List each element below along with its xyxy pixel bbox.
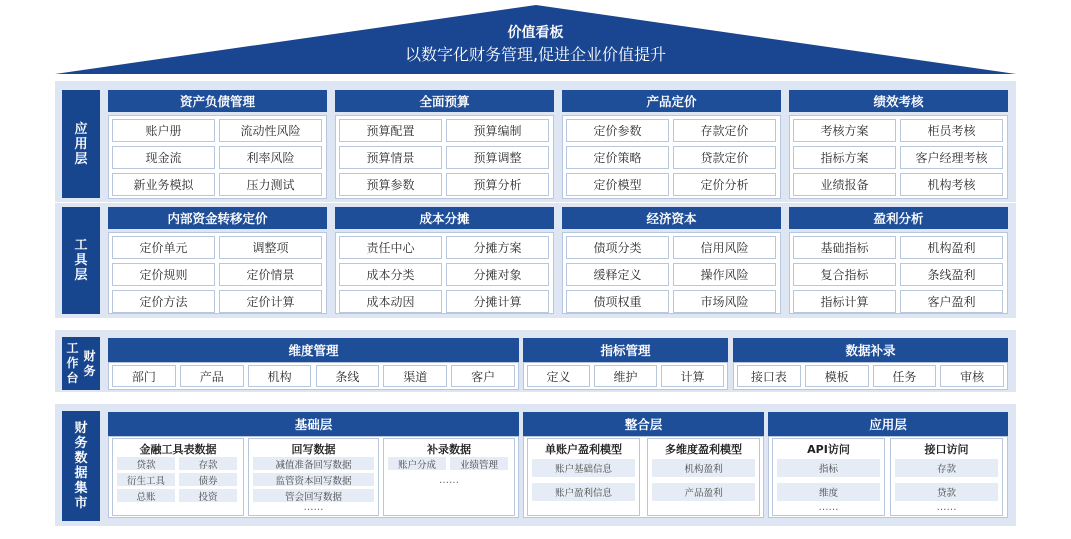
tool-item: 分摊计算 [446, 290, 549, 313]
mart-base-title: 基础层 [108, 412, 519, 436]
tool-layer-label: 工具层 [62, 207, 100, 314]
app-item: 柜员考核 [900, 119, 1003, 142]
mart-chip: 监管资本回写数据 [253, 473, 374, 486]
app-module-title: 资产负债管理 [108, 90, 327, 112]
app-item: 利率风险 [219, 146, 322, 169]
tool-item: 指标计算 [793, 290, 896, 313]
app-item: 预算参数 [339, 173, 442, 196]
tool-item: 复合指标 [793, 263, 896, 286]
mart-more: …… [303, 502, 324, 513]
mart-chip: 账户基础信息 [532, 459, 635, 477]
app-item: 流动性风险 [219, 119, 322, 142]
app-item: 预算调整 [446, 146, 549, 169]
mart-integration-title: 整合层 [523, 412, 764, 436]
workbench-item: 客户 [451, 365, 515, 387]
tool-item: 定价单元 [112, 236, 215, 259]
mart-chip: 存款 [895, 459, 998, 477]
mart-chip: 债券 [179, 473, 237, 486]
tool-item: 分摊方案 [446, 236, 549, 259]
workbench-item: 模板 [805, 365, 869, 387]
tool-item: 信用风险 [673, 236, 776, 259]
app-item: 贷款定价 [673, 146, 776, 169]
mart-more: …… [936, 502, 957, 513]
app-item: 机构考核 [900, 173, 1003, 196]
tool-item: 债项分类 [566, 236, 669, 259]
mart-chip: 存款 [179, 457, 237, 470]
tool-item: 成本分类 [339, 263, 442, 286]
app-item: 客户经理考核 [900, 146, 1003, 169]
mart-chip: 账户盈利信息 [532, 483, 635, 501]
mart-chip: 产品盈利 [652, 483, 755, 501]
mart-chip: 总账 [117, 489, 175, 502]
workbench-group-title: 数据补录 [733, 338, 1008, 362]
tool-module-title: 经济资本 [562, 207, 781, 229]
tool-item: 责任中心 [339, 236, 442, 259]
tool-item: 定价计算 [219, 290, 322, 313]
tool-item: 操作风险 [673, 263, 776, 286]
roof-subtitle: 以数字化财务管理,促进企业价值提升 [404, 45, 667, 64]
app-module-title: 产品定价 [562, 90, 781, 112]
workbench-group-title: 维度管理 [108, 338, 519, 362]
app-item: 存款定价 [673, 119, 776, 142]
mart-application-title: 应用层 [768, 412, 1008, 436]
tool-item: 机构盈利 [900, 236, 1003, 259]
tool-module-title: 内部资金转移定价 [108, 207, 327, 229]
app-item: 定价参数 [566, 119, 669, 142]
app-item: 指标方案 [793, 146, 896, 169]
mart-chip: 指标 [777, 459, 880, 477]
workbench-item: 机构 [248, 365, 312, 387]
mart-chip: 投资 [179, 489, 237, 502]
mart-chip: 衍生工具 [117, 473, 175, 486]
app-item: 定价模型 [566, 173, 669, 196]
tool-item: 客户盈利 [900, 290, 1003, 313]
mart-chip: 账户分成 [388, 457, 446, 470]
app-item: 现金流 [112, 146, 215, 169]
app-item: 预算分析 [446, 173, 549, 196]
app-item: 定价分析 [673, 173, 776, 196]
app-module-title: 全面预算 [335, 90, 554, 112]
tool-item: 市场风险 [673, 290, 776, 313]
tool-module-title: 盈利分析 [789, 207, 1008, 229]
mart-label: 财务数据集市 [62, 411, 100, 521]
app-item: 新业务模拟 [112, 173, 215, 196]
mart-sub-title: 回写数据 [291, 443, 336, 456]
mart-chip: 贷款 [895, 483, 998, 501]
app-item: 考核方案 [793, 119, 896, 142]
workbench-item: 计算 [661, 365, 724, 387]
mart-sub-title: 接口访问 [924, 443, 969, 456]
app-layer-label: 应用层 [62, 90, 100, 198]
workbench-item: 条线 [316, 365, 380, 387]
app-item: 压力测试 [219, 173, 322, 196]
mart-chip: 减值准备回写数据 [253, 457, 374, 470]
workbench-item: 渠道 [383, 365, 447, 387]
app-item: 账户册 [112, 119, 215, 142]
tool-item: 成本动因 [339, 290, 442, 313]
workbench-item: 审核 [940, 365, 1004, 387]
app-item: 预算编制 [446, 119, 549, 142]
tool-item: 分摊对象 [446, 263, 549, 286]
roof-title: 价值看板 [507, 25, 564, 41]
mart-sub-title: 多维度盈利模型 [665, 443, 742, 456]
mart-sub-title: 单账户盈利模型 [545, 443, 622, 456]
mart-chip: 贷款 [117, 457, 175, 470]
workbench-group-title: 指标管理 [523, 338, 728, 362]
app-item: 预算配置 [339, 119, 442, 142]
app-item: 定价策略 [566, 146, 669, 169]
workbench-item: 部门 [112, 365, 176, 387]
workbench-item: 接口表 [737, 365, 801, 387]
workbench-item: 任务 [873, 365, 937, 387]
app-module-title: 绩效考核 [789, 90, 1008, 112]
tool-item: 基础指标 [793, 236, 896, 259]
tool-module-title: 成本分摊 [335, 207, 554, 229]
workbench-item: 产品 [180, 365, 244, 387]
mart-chip: 维度 [777, 483, 880, 501]
app-item: 预算情景 [339, 146, 442, 169]
mart-more: …… [439, 475, 459, 486]
mart-sub-title: 金融工具表数据 [139, 443, 217, 456]
mart-sub-title: 补录数据 [427, 443, 471, 456]
tool-item: 定价方法 [112, 290, 215, 313]
tool-item: 定价规则 [112, 263, 215, 286]
tool-item: 条线盈利 [900, 263, 1003, 286]
app-item: 业绩报备 [793, 173, 896, 196]
mart-more: …… [818, 502, 839, 513]
tool-item: 调整项 [219, 236, 322, 259]
mart-chip: 管会回写数据 [253, 489, 374, 502]
workbench-item: 定义 [527, 365, 590, 387]
tool-item: 缓释定义 [566, 263, 669, 286]
workbench-item: 维护 [594, 365, 657, 387]
mart-chip: 业绩管理 [450, 457, 508, 470]
tool-item: 定价情景 [219, 263, 322, 286]
mart-chip: 机构盈利 [652, 459, 755, 477]
tool-item: 债项权重 [566, 290, 669, 313]
mart-sub-title: API访问 [807, 443, 850, 456]
workbench-label: 工作台 财务 [62, 337, 100, 390]
